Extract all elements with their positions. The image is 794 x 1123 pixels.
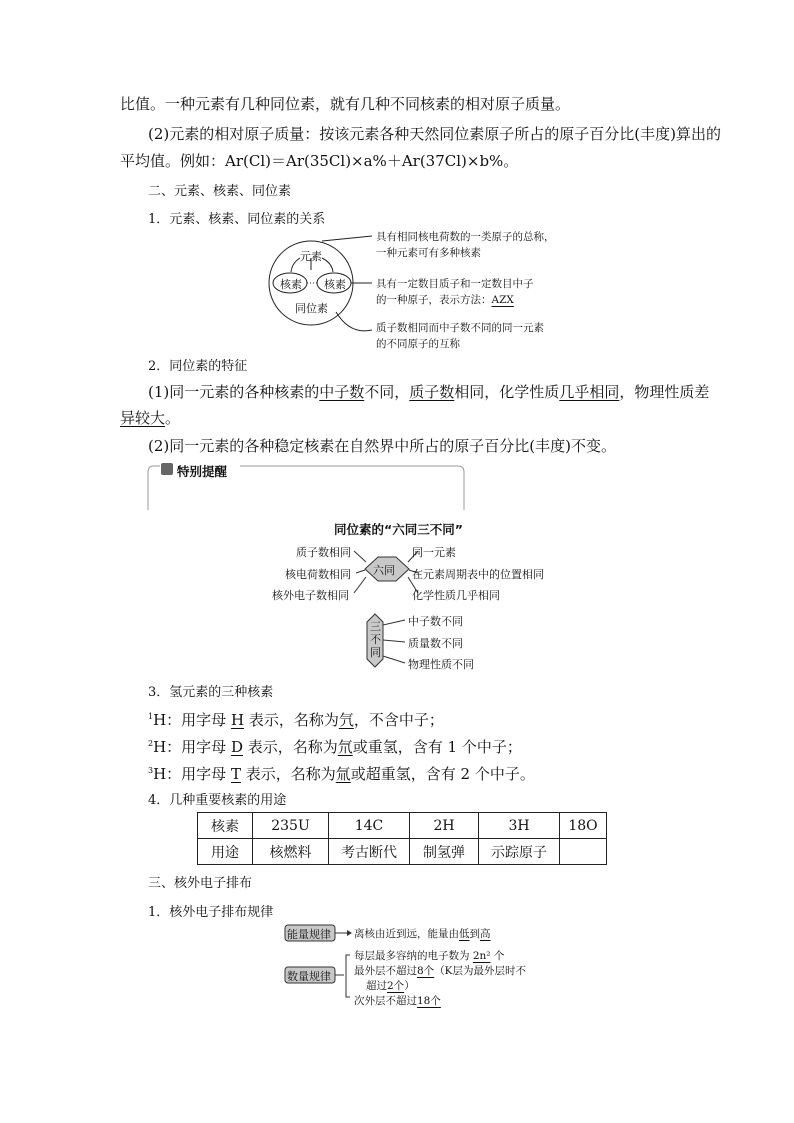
number-rule-label: 数量规律 [287, 970, 331, 983]
table-cell: 235U [253, 813, 329, 839]
intro-line-3: 平均值。例如：Ar(Cl)＝Ar(35Cl)×a%＋Ar(37Cl)×b%。 [120, 152, 519, 170]
table-cell: 14C [329, 813, 410, 839]
three-item: 质量数不同 [408, 637, 463, 650]
intro-line-1: 比值。一种元素有几种同位素，就有几种不同核素的相对原子质量。 [120, 95, 571, 113]
feature-line-1: (1)同一元素的各种核素的中子数不同，质子数相同，化学性质几乎相同，物理性质差 [148, 383, 710, 401]
table-cell: 18O [560, 813, 607, 839]
subheading: 2．同位素的特征 [148, 359, 248, 374]
six-left-item: 核电荷数相同 [285, 568, 351, 581]
note-element-1: 具有相同核电荷数的一类原子的总称， [376, 231, 555, 243]
subheading: 1．元素、核素、同位素的关系 [148, 212, 326, 227]
hydrogen-line: $^2$H：用字母 D 表示，名称为氘或重氢，含有 1 个中子； [148, 738, 522, 756]
note-isotope-2: 的不同原子的互称 [376, 338, 460, 350]
energy-rule-label: 能量规律 [287, 928, 331, 941]
diagram-isotope: 同位素 [295, 302, 328, 315]
diagram-nuclide-left: 核素 [280, 278, 302, 291]
subheading: 4．几种重要核素的用途 [148, 793, 287, 808]
intro-line-2: (2)元素的相对原子质量：按该元素各种天然同位素原子所占的原子百分比(丰度)算出的 [148, 125, 721, 143]
table-cell: 示踪原子 [479, 839, 560, 865]
table-cell: 核素 [198, 813, 253, 839]
note-nuclide-2: 的一种原子，表示方法：AZX [376, 294, 514, 306]
number-rule-line: 每层最多容纳的电子数为 2n² 个 [354, 950, 505, 962]
section-heading: 三、核外电子排布 [148, 876, 253, 891]
six-left-item: 质子数相同 [296, 546, 351, 559]
table-cell: 核燃料 [253, 839, 329, 865]
six-right-item: 同一元素 [412, 546, 456, 559]
diagram-element: 元素 [300, 250, 322, 263]
energy-rule-text: 离核由近到远，能量由低到高 [354, 928, 491, 940]
table-cell: 用途 [198, 839, 253, 865]
six-right-item: 在元素周期表中的位置相同 [412, 568, 544, 581]
three-item: 中子数不同 [408, 615, 463, 628]
six-right-item: 化学性质几乎相同 [412, 589, 500, 602]
section-heading: 二、元素、核素、同位素 [148, 184, 292, 199]
number-rule-line: 最外层不超过8个（K层为最外层时不 [354, 965, 527, 977]
six-left-item: 核外电子数相同 [272, 589, 349, 602]
feature-line-2: 异较大。 [120, 409, 181, 427]
note-isotope-1: 质子数相同而中子数不同的同一元素 [376, 322, 544, 334]
table-cell: 制氢弹 [410, 839, 479, 865]
table-cell: 考古断代 [329, 839, 410, 865]
note-nuclide-1: 具有一定数目质子和一定数目中子 [376, 278, 534, 290]
hydrogen-line: $^3$H：用字母 T 表示，名称为氚或超重氢，含有 2 个中子。 [148, 765, 535, 783]
six-center: 六同 [373, 564, 395, 577]
three-item: 物理性质不同 [408, 658, 474, 671]
table-cell: 2H [410, 813, 479, 839]
hydrogen-line: $^1$H：用字母 H 表示，名称为氕，不含中子； [148, 711, 444, 729]
reminder-label: 特别提醒 [177, 464, 228, 479]
subheading: 3．氢元素的三种核素 [148, 685, 274, 700]
diagram-nuclide-right: 核素 [324, 278, 346, 291]
table-cell: 3H [479, 813, 560, 839]
note-element-2: 一种元素可有多种核素 [376, 247, 481, 259]
three-center: 三不同 [370, 620, 381, 659]
subheading: 1．核外电子排布规律 [148, 905, 274, 920]
number-rule-bracket [346, 955, 350, 997]
number-rule-line: 次外层不超过18个 [354, 995, 441, 1007]
feature-line-3: (2)同一元素的各种稳定核素在自然界中所占的原子百分比(丰度)不变。 [148, 437, 616, 455]
number-rule-line: 超过2个） [366, 980, 415, 992]
reminder-title: 同位素的“六同三不同” [334, 522, 463, 537]
